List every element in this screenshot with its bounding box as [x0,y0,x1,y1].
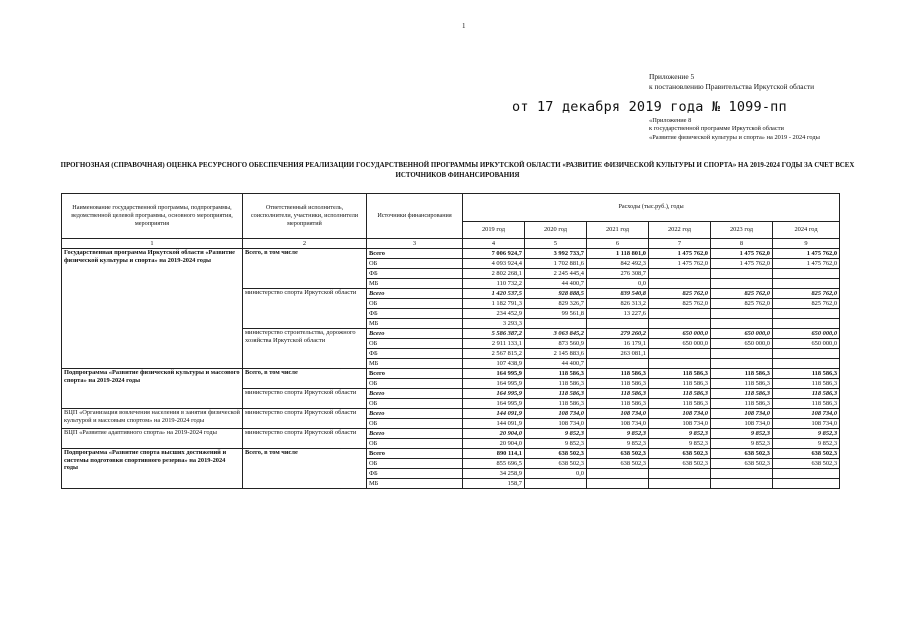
amount-cell: 164 995,9 [463,379,525,389]
amount-cell: 108 734,0 [711,409,773,419]
amount-cell: 9 852,3 [649,439,711,449]
amount-cell: 9 852,3 [649,429,711,439]
amount-cell: 164 995,9 [463,389,525,399]
amount-cell: 276 308,7 [587,269,649,279]
amount-cell [773,469,840,479]
amount-cell: 1 702 881,6 [525,259,587,269]
amount-cell: 9 852,3 [773,439,840,449]
funding-source: ФБ [367,469,463,479]
amount-cell: 3 992 733,7 [525,249,587,259]
amount-cell [587,319,649,329]
funding-source: ОБ [367,339,463,349]
funding-source: МБ [367,359,463,369]
header-col1: Наименование государственной программы, подпрограммы, ведомственной целевой программы, основного мероприятия, мероприятия [62,194,243,239]
amount-cell [773,359,840,369]
program-name: Подпрограмма «Развитие спорта высших достижений и системы подготовки спортивного резерва» на 2019-2024 годы [62,449,243,489]
amount-cell: 3 293,3 [463,319,525,329]
amount-cell: 650 000,0 [711,329,773,339]
amount-cell: 825 762,0 [649,289,711,299]
amount-cell: 638 502,3 [525,459,587,469]
executor-name: министерство спорта Иркутской области [243,289,367,329]
amount-cell: 2 911 133,1 [463,339,525,349]
amount-cell: 234 452,9 [463,309,525,319]
col-number: 8 [711,239,773,249]
amount-cell: 118 586,3 [773,369,840,379]
amount-cell: 842 492,3 [587,259,649,269]
amount-cell: 890 114,1 [463,449,525,459]
amount-cell [711,469,773,479]
funding-source: ОБ [367,439,463,449]
amount-cell: 107 438,9 [463,359,525,369]
amount-cell: 164 995,9 [463,369,525,379]
amount-cell: 1 475 762,0 [649,259,711,269]
document-title: ПРОГНОЗНАЯ (СПРАВОЧНАЯ) ОЦЕНКА РЕСУРСНОГО ОБЕСПЕЧЕНИЯ РЕАЛИЗАЦИИ ГОСУДАРСТВЕННОЙ ПРОГРАММЫ ИРКУТСКОЙ ОБЛАСТИ «РАЗВИТИЕ ФИЗИЧЕСКОЙ КУЛЬТУРЫ И СПОРТА» НА 2019-2024 ГОДЫ ЗА СЧЕТ ВСЕХ ИСТОЧНИКОВ ФИНАНСИРОВАНИЯ [60,162,855,179]
amount-cell: 873 560,9 [525,339,587,349]
amount-cell: 20 904,0 [463,429,525,439]
amount-cell [773,309,840,319]
header-row-numbers [62,239,840,249]
funding-source: ОБ [367,259,463,269]
amount-cell: 44 400,7 [525,359,587,369]
funding-source: Всего [367,389,463,399]
amount-cell: 638 502,3 [525,449,587,459]
amount-cell: 1 420 537,5 [463,289,525,299]
amount-cell [773,349,840,359]
amount-cell: 9 852,3 [587,439,649,449]
executor-name: Всего, в том числе [243,449,367,489]
amount-cell: 638 502,3 [649,459,711,469]
amount-cell: 158,7 [463,479,525,489]
col-number: 2 [243,239,367,249]
amount-cell [711,269,773,279]
amount-cell: 118 586,3 [587,389,649,399]
amount-cell: 118 586,3 [773,379,840,389]
amount-cell: 839 540,8 [587,289,649,299]
amount-cell: 1 475 762,0 [711,249,773,259]
header-year: 2024 год [773,221,840,238]
funding-source: ОБ [367,379,463,389]
amount-cell: 20 904,0 [463,439,525,449]
decree-stamp: от 17 декабря 2019 года № 1099-пп [512,99,787,115]
amount-cell: 638 502,3 [773,449,840,459]
amount-cell: 118 586,3 [525,389,587,399]
header-row-1 [62,194,840,222]
amount-cell: 3 063 845,2 [525,329,587,339]
amount-cell [649,349,711,359]
amount-cell: 9 852,3 [711,439,773,449]
amount-cell: 108 734,0 [773,419,840,429]
executor-name: министерство спорта Иркутской области [243,389,367,409]
funding-source: ФБ [367,309,463,319]
program-name: Государственная программа Иркутской области «Развитие физической культуры и спорта» на 2019-2024 годы [62,249,243,369]
funding-source: Всего [367,289,463,299]
amount-cell [773,269,840,279]
amount-cell: 118 586,3 [773,389,840,399]
funding-source: ФБ [367,349,463,359]
amount-cell: 826 313,2 [587,299,649,309]
amount-cell [711,279,773,289]
amount-cell [711,319,773,329]
amount-cell: 108 734,0 [649,419,711,429]
amount-cell: 108 734,0 [587,419,649,429]
amount-cell: 2 245 445,4 [525,269,587,279]
amount-cell: 144 091,9 [463,419,525,429]
col-number: 9 [773,239,840,249]
amount-cell: 118 586,3 [525,379,587,389]
table-row [62,249,840,259]
table-row [62,409,840,419]
amount-cell: 118 586,3 [773,399,840,409]
amount-cell: 144 091,9 [463,409,525,419]
amount-cell: 13 227,6 [587,309,649,319]
funding-source: ОБ [367,419,463,429]
amount-cell: 650 000,0 [649,339,711,349]
amount-cell: 0,0 [525,469,587,479]
funding-source: Всего [367,329,463,339]
col-number: 6 [587,239,649,249]
amount-cell: 99 561,8 [525,309,587,319]
amount-cell: 638 502,3 [649,449,711,459]
amount-cell: 118 586,3 [711,399,773,409]
amount-cell [525,319,587,329]
amount-cell: 118 586,3 [649,379,711,389]
resource-table [61,193,840,489]
amount-cell: 1 118 801,0 [587,249,649,259]
amount-cell: 1 475 762,0 [773,249,840,259]
amount-cell: 118 586,3 [711,379,773,389]
amount-cell: 825 762,0 [773,289,840,299]
amount-cell: 638 502,3 [711,459,773,469]
amount-cell: 118 586,3 [649,389,711,399]
appendix8-note [649,117,829,142]
col-number: 1 [62,239,243,249]
funding-source: ОБ [367,399,463,409]
table-row [62,429,840,439]
appendix-note [649,72,829,92]
executor-name: Всего, в том числе [243,369,367,389]
amount-cell: 9 852,3 [587,429,649,439]
amount-cell [711,359,773,369]
amount-cell: 108 734,0 [525,409,587,419]
amount-cell: 638 502,3 [587,459,649,469]
amount-cell [525,479,587,489]
table-row [62,449,840,459]
amount-cell [649,469,711,479]
funding-source: Всего [367,449,463,459]
table-body [62,194,840,489]
executor-name: министерство спорта Иркутской области [243,429,367,449]
program-name: ВЦП «Развитие адаптивного спорта» на 2019-2024 годы [62,429,243,449]
appendix-line1: Приложение 5 [649,72,695,81]
amount-cell [711,479,773,489]
amount-cell [649,269,711,279]
amount-cell: 108 734,0 [525,419,587,429]
amount-cell: 118 586,3 [649,369,711,379]
amount-cell [587,359,649,369]
page-number: 1 [462,22,466,30]
header-year: 2022 год [649,221,711,238]
amount-cell: 118 586,3 [587,369,649,379]
program-name: ВЦП «Организация вовлечения населения в занятия физической культурой и массовым спортом» на 2019-2024 годы [62,409,243,429]
amount-cell: 110 732,2 [463,279,525,289]
funding-source: МБ [367,279,463,289]
table-row [62,369,840,379]
header-year: 2019 год [463,221,525,238]
funding-source: ОБ [367,299,463,309]
funding-source: Всего [367,409,463,419]
funding-source: ФБ [367,269,463,279]
amount-cell [773,319,840,329]
amount-cell: 34 258,9 [463,469,525,479]
funding-source: МБ [367,319,463,329]
funding-source: Всего [367,429,463,439]
amount-cell [773,279,840,289]
amount-cell: 650 000,0 [711,339,773,349]
amount-cell [649,479,711,489]
amount-cell [649,279,711,289]
amount-cell: 2 567 815,2 [463,349,525,359]
amount-cell [711,349,773,359]
amount-cell [649,309,711,319]
amount-cell: 279 260,2 [587,329,649,339]
amount-cell: 0,0 [587,279,649,289]
amount-cell: 108 734,0 [773,409,840,419]
amount-cell: 118 586,3 [711,389,773,399]
header-expenses: Расходы (тыс.руб.), годы [463,194,840,222]
amount-cell: 118 586,3 [711,369,773,379]
amount-cell: 638 502,3 [711,449,773,459]
amount-cell: 9 852,3 [525,439,587,449]
col-number: 7 [649,239,711,249]
funding-source: МБ [367,479,463,489]
amount-cell: 650 000,0 [649,329,711,339]
amount-cell: 638 502,3 [587,449,649,459]
header-col3: Источники финансирования [367,194,463,239]
header-year: 2020 год [525,221,587,238]
amount-cell [587,479,649,489]
amount-cell: 118 586,3 [525,399,587,409]
amount-cell: 118 586,3 [525,369,587,379]
appendix-line2: к постановлению Правительства Иркутской области [649,82,815,91]
amount-cell: 2 145 883,6 [525,349,587,359]
amount-cell: 9 852,3 [773,429,840,439]
amount-cell: 1 475 762,0 [649,249,711,259]
amount-cell: 7 006 924,7 [463,249,525,259]
amount-cell: 108 734,0 [587,409,649,419]
program-name: Подпрограмма «Развитие физической культуры и массового спорта» на 2019-2024 годы [62,369,243,409]
amount-cell: 5 586 387,2 [463,329,525,339]
amount-cell: 4 093 924,4 [463,259,525,269]
header-year: 2023 год [711,221,773,238]
amount-cell [649,319,711,329]
amount-cell: 118 586,3 [587,379,649,389]
amount-cell: 44 400,7 [525,279,587,289]
appendix8-line2: к государственной программе Иркутской области [649,125,784,133]
executor-name: Всего, в том числе [243,249,367,289]
amount-cell: 118 586,3 [649,399,711,409]
amount-cell: 825 762,0 [649,299,711,309]
amount-cell: 1 475 762,0 [711,259,773,269]
amount-cell: 855 696,5 [463,459,525,469]
amount-cell: 1 182 791,3 [463,299,525,309]
amount-cell [649,359,711,369]
header-col2: Ответственный исполнитель, соисполнители, участники, исполнители мероприятий [243,194,367,239]
col-number: 3 [367,239,463,249]
header-year: 2021 год [587,221,649,238]
amount-cell [587,469,649,479]
amount-cell: 829 326,7 [525,299,587,309]
col-number: 5 [525,239,587,249]
amount-cell: 108 734,0 [711,419,773,429]
amount-cell: 108 734,0 [649,409,711,419]
funding-source: Всего [367,369,463,379]
amount-cell [773,479,840,489]
executor-name: министерство спорта Иркутской области [243,409,367,429]
appendix8-line3: «Развитие физической культуры и спорта» на 2019 - 2024 годы [649,133,820,141]
executor-name: министерство строительства, дорожного хозяйства Иркутской области [243,329,367,369]
amount-cell: 650 000,0 [773,339,840,349]
amount-cell: 118 586,3 [587,399,649,409]
amount-cell: 263 081,1 [587,349,649,359]
amount-cell: 825 762,0 [711,299,773,309]
amount-cell: 928 888,5 [525,289,587,299]
amount-cell: 9 852,3 [525,429,587,439]
appendix8-line1: «Приложение 8 [649,117,692,124]
amount-cell: 2 802 268,1 [463,269,525,279]
amount-cell: 9 852,3 [711,429,773,439]
col-number: 4 [463,239,525,249]
amount-cell: 16 179,1 [587,339,649,349]
amount-cell [711,309,773,319]
amount-cell: 650 000,0 [773,329,840,339]
amount-cell: 638 502,3 [773,459,840,469]
funding-source: Всего [367,249,463,259]
amount-cell: 164 995,9 [463,399,525,409]
amount-cell: 1 475 762,0 [773,259,840,269]
amount-cell: 825 762,0 [711,289,773,299]
amount-cell: 825 762,0 [773,299,840,309]
funding-source: ОБ [367,459,463,469]
